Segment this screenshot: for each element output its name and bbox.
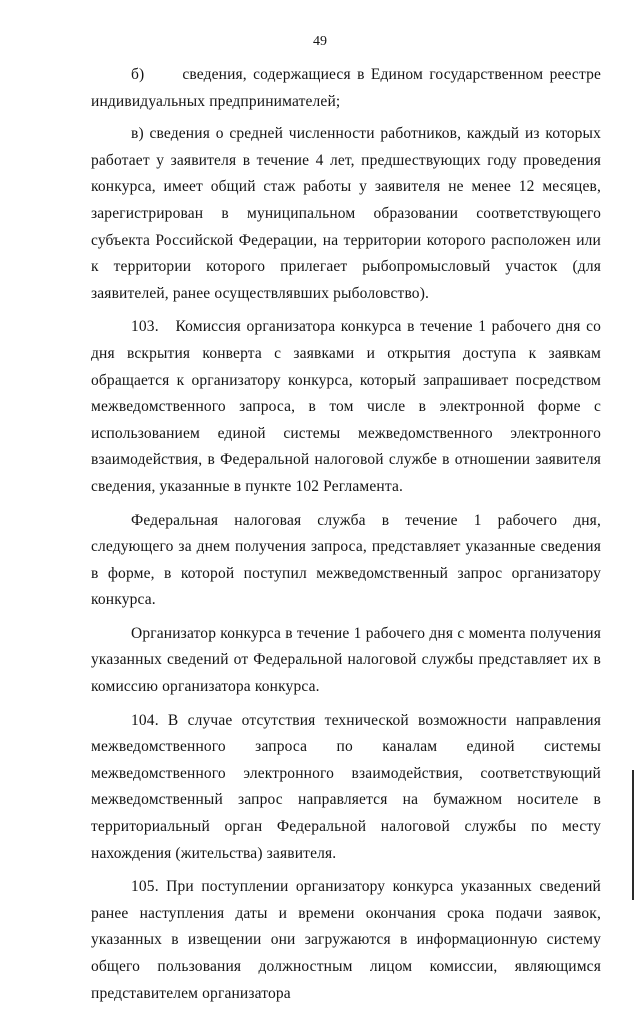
scan-edge-mark: [632, 770, 634, 900]
paragraph-105: 105. При поступлении организатору конкурса указанных сведений ранее наступления даты и времени окончания срока подачи заявок, указанных в извещении они загружаются в информационную систему общего пользования должностным лицом комиссии, являющимся представителем организатора: [91, 878, 601, 1002]
document-body: [91, 62, 601, 1014]
paragraph-organizer-forward: Организатор конкурса в течение 1 рабочего дня с момента получения указанных сведений от Федеральной налоговой службы представляет их в комиссию организатора конкурса.: [91, 624, 601, 696]
paragraph-v: в) сведения о средней численности работников, каждый из которых работает у заявителя в течение 4 лет, предшествующих году проведения конкурса, имеет общий стаж работы у заявителя не менее 12 месяцев, зарегистрирован в муниципальном образовании соответствующего субъекта Российской Федерации, на территории которого расположен или к территории которого прилегает рыбопромысловый участок (для заявителей, ранее осуществлявших рыболовство).: [91, 125, 601, 302]
paragraph-104: 104. В случае отсутствия технической возможности направления межведомственного запроса по каналам единой системы межведомственного электронного взаимодействия, соответствующий межведомственный запрос направляется на бумажном носителе в территориальный орган Федеральной налоговой службы по месту нахождения (жительства) заявителя.: [91, 711, 601, 862]
paragraph-103: 103. Комиссия организатора конкурса в течение 1 рабочего дня со дня вскрытия конверта с заявками и открытия доступа к заявкам обращается к организатору конкурса, который запрашивает посредством межведомственного запроса, в том числе в электронной форме с использованием единой системы межведомственного электронного взаимодействия, в Федеральной налоговой службе в отношении заявителя сведения, указанные в пункте 102 Регламента.: [91, 318, 601, 495]
paragraph-fns-response: Федеральная налоговая служба в течение 1 рабочего дня, следующего за днем получения запроса, представляет указанные сведения в форме, в которой поступил межведомственный запрос организатору конкурса.: [91, 511, 601, 609]
page-number: 49: [313, 34, 327, 49]
paragraph-b: б) сведения, содержащиеся в Едином государственном реестре индивидуальных предпринимателей;: [91, 66, 601, 110]
